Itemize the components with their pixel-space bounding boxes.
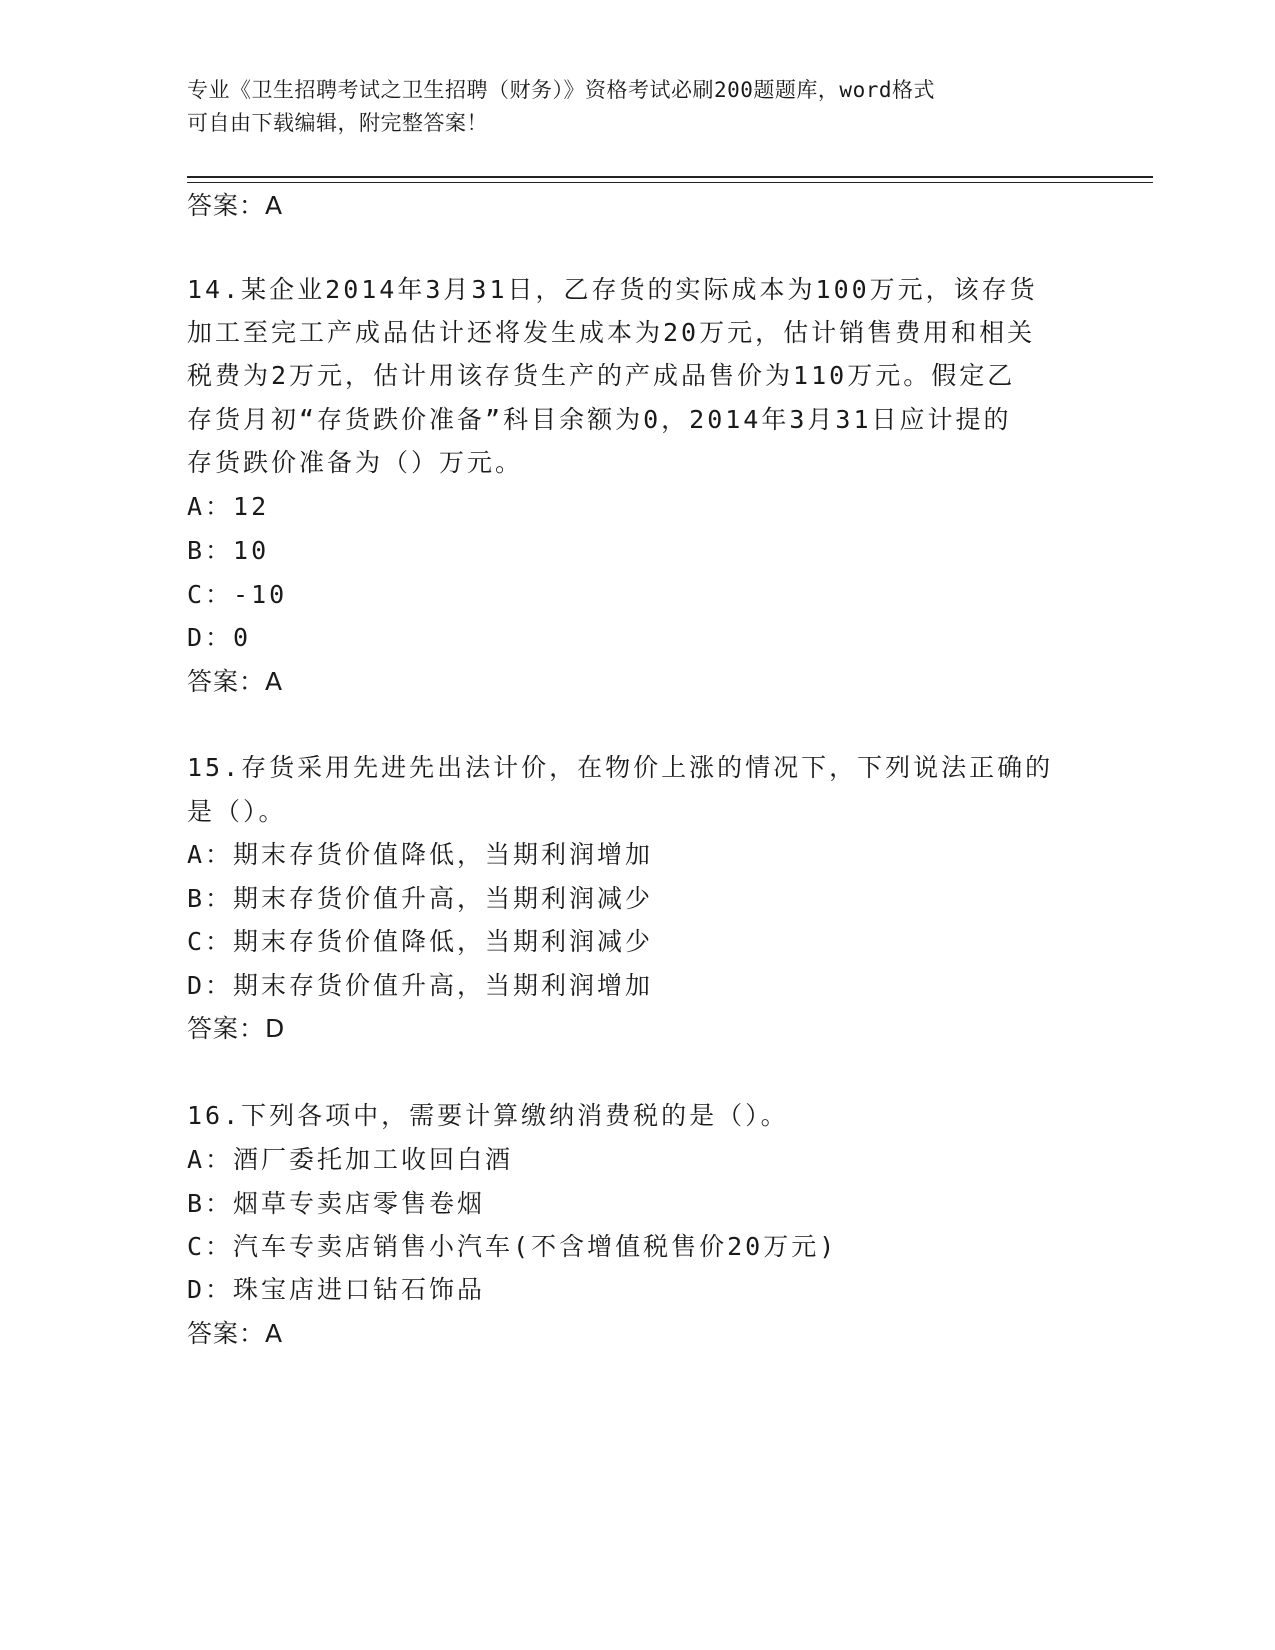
header-line-1: 专业《卫生招聘考试之卫生招聘（财务）》资格考试必刷200题题库，word格式 — [187, 78, 935, 102]
option-d: D：期末存货价值升高，当期利润增加 — [187, 971, 654, 1000]
question-stem-line: 税费为2万元，估计用该存货生产的产成品售价为110万元。假定乙 — [187, 361, 1016, 390]
question-stem-line: 16.下列各项中，需要计算缴纳消费税的是（）。 — [187, 1101, 789, 1130]
option-c: C：期末存货价值降低，当期利润减少 — [187, 927, 654, 956]
answer-line: 答案：D — [187, 1014, 286, 1043]
question-stem-line: 14.某企业2014年3月31日，乙存货的实际成本为100万元，该存货 — [187, 275, 1038, 304]
answer-line: 答案：A — [187, 1319, 284, 1348]
question-stem-line: 存货跌价准备为（）万元。 — [187, 448, 524, 477]
previous-answer: 答案：A — [187, 191, 284, 220]
option-c: C：汽车专卖店销售小汽车(不含增值税售价20万元) — [187, 1232, 838, 1261]
answer-line: 答案：A — [187, 667, 284, 696]
option-c: C：-10 — [187, 580, 288, 609]
option-a: A：12 — [187, 492, 270, 521]
option-b: B：烟草专卖店零售卷烟 — [187, 1189, 486, 1218]
question-stem-line: 15.存货采用先进先出法计价，在物价上涨的情况下，下列说法正确的 — [187, 753, 1054, 782]
option-d: D：珠宝店进口钻石饰品 — [187, 1275, 486, 1304]
question-stem-line: 存货月初“存货跌价准备”科目余额为0，2014年3月31日应计提的 — [187, 405, 1012, 434]
option-a: A：期末存货价值降低，当期利润增加 — [187, 840, 654, 869]
header-line-2: 可自由下载编辑，附完整答案！ — [187, 111, 488, 135]
option-d: D：0 — [187, 623, 252, 652]
option-b: B：期末存货价值升高，当期利润减少 — [187, 884, 654, 913]
header-divider-thin — [187, 182, 1153, 183]
header-divider-thick — [187, 176, 1153, 178]
option-a: A：酒厂委托加工收回白酒 — [187, 1145, 514, 1174]
page-header — [187, 74, 1077, 140]
question-stem-line: 加工至完工产成品估计还将发生成本为20万元，估计销售费用和相关 — [187, 318, 1036, 347]
question-stem-line: 是（）。 — [187, 797, 287, 826]
option-b: B：10 — [187, 536, 270, 565]
